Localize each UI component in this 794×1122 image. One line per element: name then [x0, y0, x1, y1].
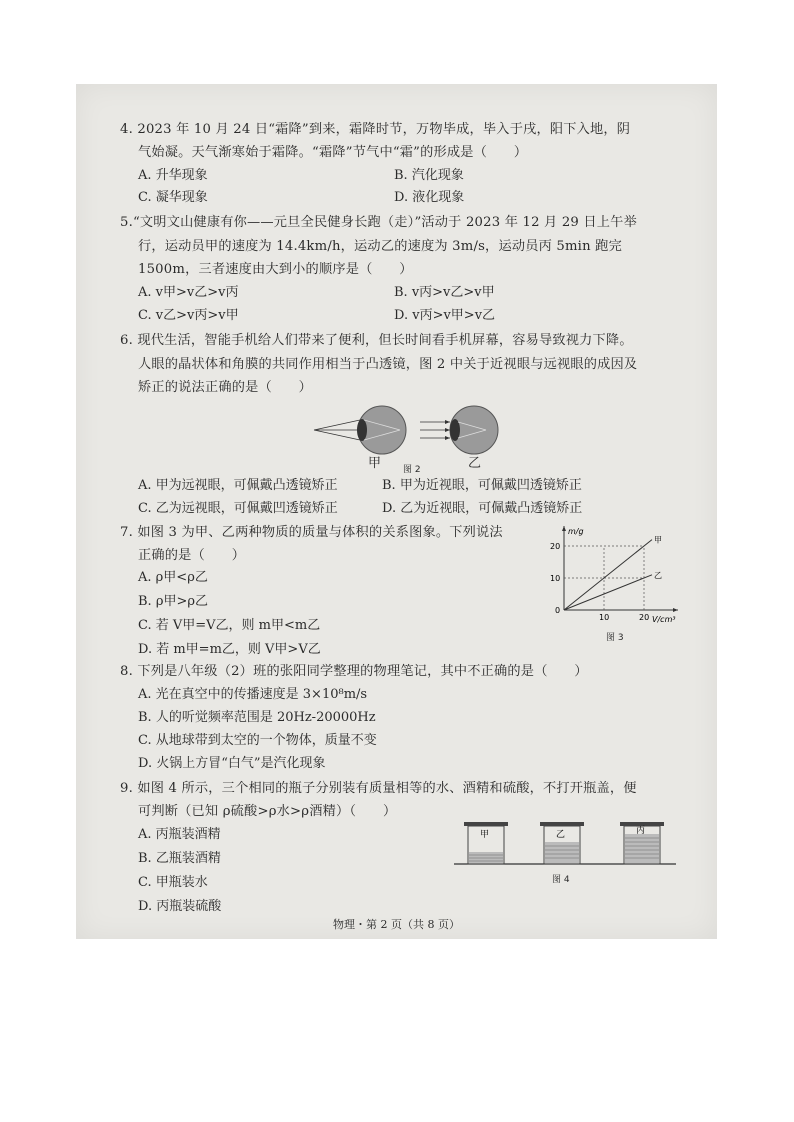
density-chart	[546, 522, 686, 630]
q6-line3: 矫正的说法正确的是（ ）	[138, 380, 313, 395]
y-tick-20: 20	[550, 542, 561, 551]
x-tick-10: 10	[599, 613, 610, 622]
q5-option-b: B. v丙>v乙>v甲	[394, 285, 495, 300]
q8-option-b: B. 人的听觉频率范围是 20Hz-20000Hz	[138, 710, 376, 725]
q9-option-b: B. 乙瓶装酒精	[138, 851, 221, 866]
q6-option-d: D. 乙为近视眼，可佩戴凸透镜矫正	[382, 501, 583, 516]
eye-diagram	[308, 400, 518, 470]
bottle-jia-icon	[464, 822, 508, 864]
q6-option-b: B. 甲为近视眼，可佩戴凹透镜矫正	[382, 478, 582, 493]
eye-left-icon	[314, 406, 406, 454]
x-axis-label: V/cm³	[652, 615, 676, 624]
exam-page	[76, 84, 717, 939]
q6-option-c: C. 乙为远视眼，可佩戴凹透镜矫正	[138, 501, 338, 516]
q5-line3: 1500m，三者速度由大到小的顺序是（ ）	[138, 262, 413, 277]
series-line-1	[564, 575, 652, 610]
fig2-label-left: 甲	[368, 456, 382, 471]
q5-line2: 行，运动员甲的速度为 14.4km/h，运动乙的速度为 3m/s，运动员丙 5min 跑完	[138, 239, 622, 254]
q9-line1: 9. 如图 4 所示，三个相同的瓶子分别装有质量相等的水、酒精和硫酸，不打开瓶盖，便	[120, 781, 637, 796]
q7-option-b: B. ρ甲>ρ乙	[138, 594, 208, 609]
q8-option-c: C. 从地球带到太空的一个物体，质量不变	[138, 733, 377, 748]
bottles-diagram	[454, 818, 679, 868]
q8-option-d: D. 火锅上方冒“白气”是汽化现象	[138, 756, 326, 771]
q7-option-a: A. ρ甲<ρ乙	[138, 570, 208, 585]
q9-option-a: A. 丙瓶装酒精	[138, 827, 221, 842]
q7-option-d: D. 若 m甲=m乙，则 V甲>V乙	[138, 642, 321, 657]
bottle-label-jia: 甲	[480, 830, 490, 840]
fig3-caption: 图 3	[606, 633, 624, 643]
q4-line1: 4. 2023 年 10 月 24 日“霜降”到来，霜降时节，万物毕成，毕入于戌，阳下入地，阴	[120, 122, 631, 137]
q9-line2: 可判断（已知 ρ硫酸>ρ水>ρ酒精）（ ）	[138, 804, 397, 819]
eye-right-icon	[420, 406, 498, 454]
y-tick-10: 10	[550, 574, 561, 583]
page-footer: 物理・第 2 页（共 8 页）	[333, 918, 460, 931]
series-label-0: 甲	[654, 535, 662, 545]
q8-option-a: A. 光在真空中的传播速度是 3×10⁸m/s	[138, 687, 368, 702]
q7-line1: 7. 如图 3 为甲、乙两种物质的质量与体积的关系图象。下列说法	[120, 525, 503, 540]
q9-option-d: D. 丙瓶装硫酸	[138, 899, 222, 914]
x-tick-20: 20	[639, 613, 650, 622]
q7-line2: 正确的是（ ）	[138, 548, 246, 563]
fig2-caption: 图 2	[403, 465, 421, 475]
series-label-1: 乙	[654, 570, 662, 580]
q4-option-a: A. 升华现象	[138, 168, 208, 183]
q4-line2: 气始凝。天气渐寒始于霜降。“霜降”节气中“霜”的形成是（ ）	[138, 145, 528, 160]
q6-option-a: A. 甲为远视眼，可佩戴凸透镜矫正	[138, 478, 338, 493]
q6-line2: 人眼的晶状体和角膜的共同作用相当于凸透镜，图 2 中关于近视眼与远视眼的成因及	[138, 357, 638, 372]
q5-line1: 5.“文明文山健康有你——元旦全民健身长跑（走）”活动于 2023 年 12 月 29 日上午举	[120, 215, 637, 230]
q7-option-c: C. 若 V甲=V乙，则 m甲<m乙	[138, 618, 321, 633]
q6-line1: 6. 现代生活，智能手机给人们带来了便利，但长时间看手机屏幕，容易导致视力下降。	[120, 333, 633, 348]
fig2-label-right: 乙	[468, 456, 482, 471]
x-tick-0: 0	[555, 606, 561, 615]
q5-option-c: C. v乙>v丙>v甲	[138, 308, 239, 323]
y-axis-label: m/g	[568, 527, 584, 536]
bottle-label-yi: 乙	[556, 830, 566, 840]
series-line-0	[564, 540, 652, 610]
q5-option-d: D. v丙>v甲>v乙	[394, 308, 496, 323]
fig4-caption: 图 4	[552, 875, 570, 885]
bottle-yi-icon	[540, 822, 584, 864]
q4-option-c: C. 凝华现象	[138, 190, 208, 205]
q4-option-d: D. 液化现象	[394, 190, 465, 205]
q4-option-b: B. 汽化现象	[394, 168, 464, 183]
bottle-label-bing: 丙	[636, 826, 646, 836]
q5-option-a: A. v甲>v乙>v丙	[138, 285, 239, 300]
q8-line1: 8. 下列是八年级（2）班的张阳同学整理的物理笔记，其中不正确的是（ ）	[120, 664, 588, 679]
q9-option-c: C. 甲瓶装水	[138, 875, 208, 890]
